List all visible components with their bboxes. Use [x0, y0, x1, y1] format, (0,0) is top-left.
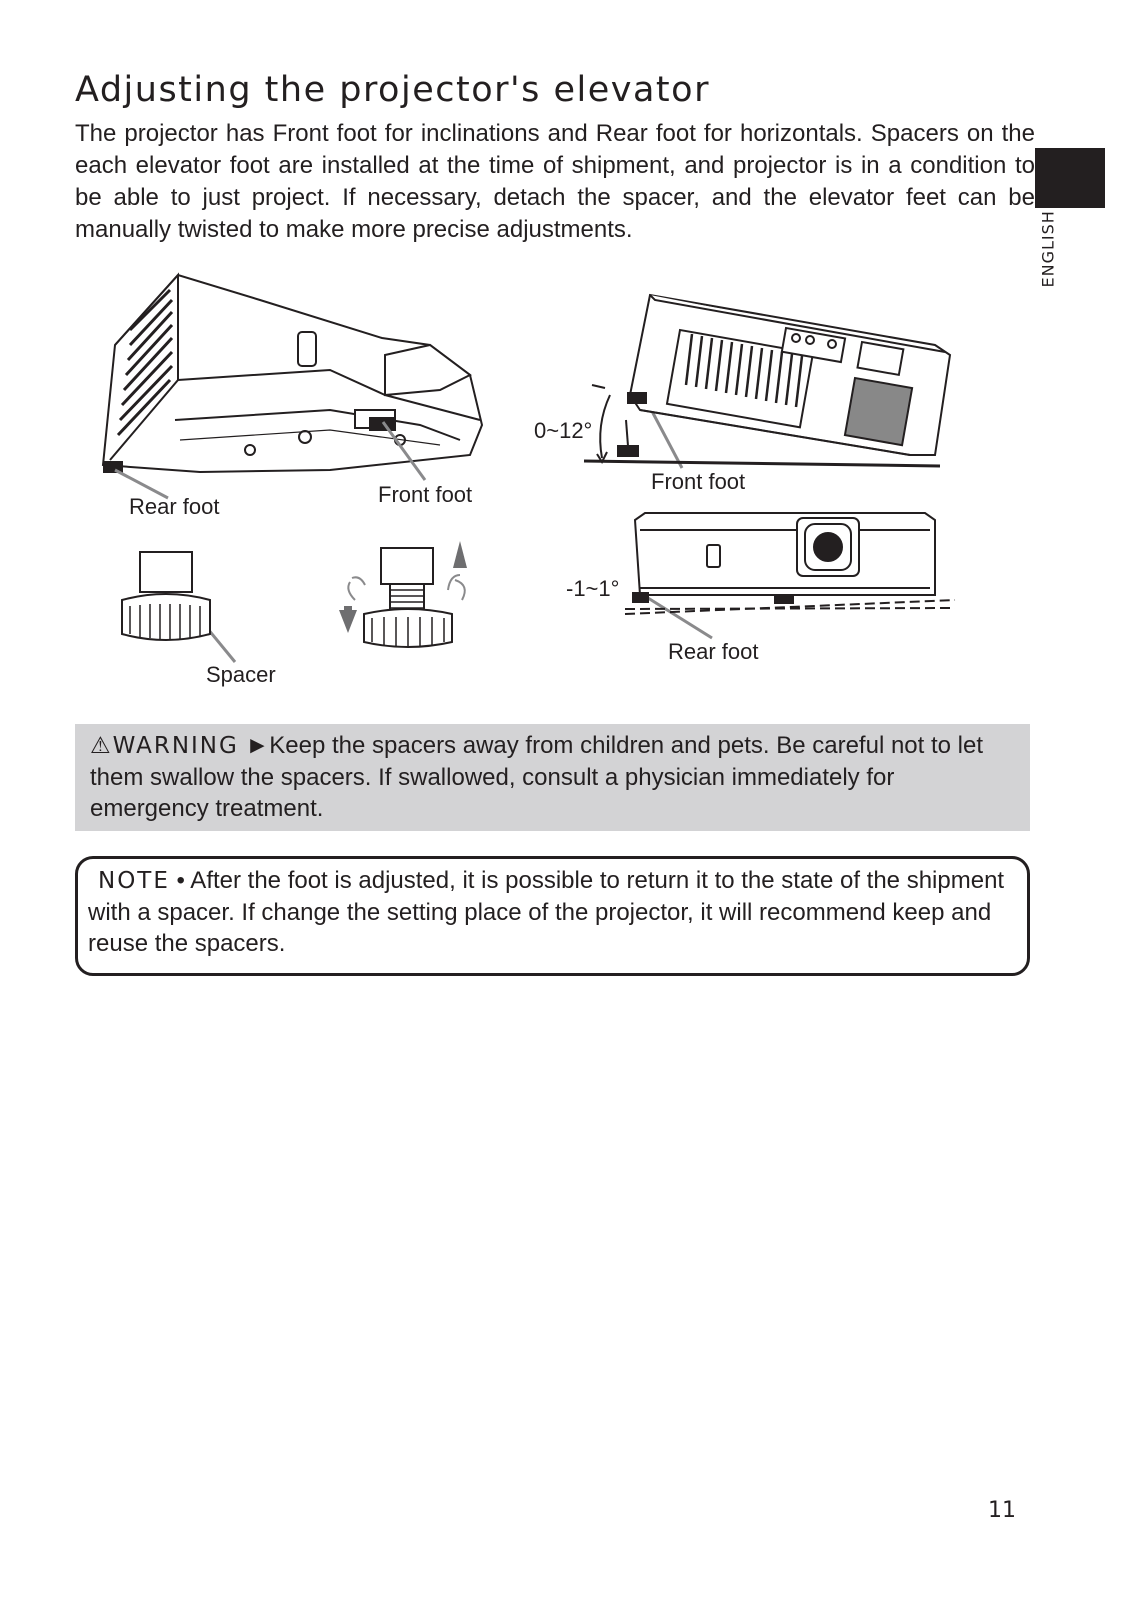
right-front-foot-label: Front foot: [651, 469, 746, 494]
language-tab-label: ENGLISH: [1038, 210, 1058, 288]
front-level-projector-drawing: [625, 513, 955, 614]
warning-text: ►Keep the spacers away from children and pets. Be careful not to let them swallow the spacers. If swallowed, consult a physician immediately for emergency treatment.: [90, 732, 983, 822]
intro-paragraph: The projector has Front foot for inclinations and Rear foot for horizontals. Spacers on the each elevator foot are installed at the time of shipment, and projector is in a condition to be able to just project. If necessary, detach the spacer, and the elevator feet can be manually twisted to make more precise adjustments.: [75, 120, 1035, 243]
page-title: Adjusting the projector's elevator: [75, 70, 710, 110]
warning-box: [75, 724, 1030, 831]
page-number: 11: [988, 1498, 1016, 1523]
spacer-label: Spacer: [206, 662, 276, 687]
language-tab-marker: [1035, 148, 1105, 208]
leader-lines: [115, 398, 712, 662]
left-front-foot-label: Front foot: [378, 482, 473, 507]
note-heading: NOTE: [98, 868, 170, 894]
rear-tilted-projector-drawing: [584, 295, 950, 466]
foot-adjust-drawing: [339, 541, 467, 647]
tilt-angle-label: 0~12°: [534, 418, 593, 443]
note-box: [75, 856, 1030, 976]
bottom-view-projector-drawing: [103, 275, 482, 472]
right-rear-foot-label: Rear foot: [668, 639, 759, 664]
spacer-drawing: [122, 552, 210, 640]
note-text: • After the foot is adjusted, it is possible to return it to the state of the shipment with a spacer. If change the setting place of the projector, it will recommend keep and reuse the spacers.: [88, 867, 1005, 957]
left-rear-foot-label: Rear foot: [129, 494, 220, 519]
horizontal-angle-label: -1~1°: [566, 576, 620, 601]
warning-heading: ⚠WARNING: [90, 733, 239, 759]
